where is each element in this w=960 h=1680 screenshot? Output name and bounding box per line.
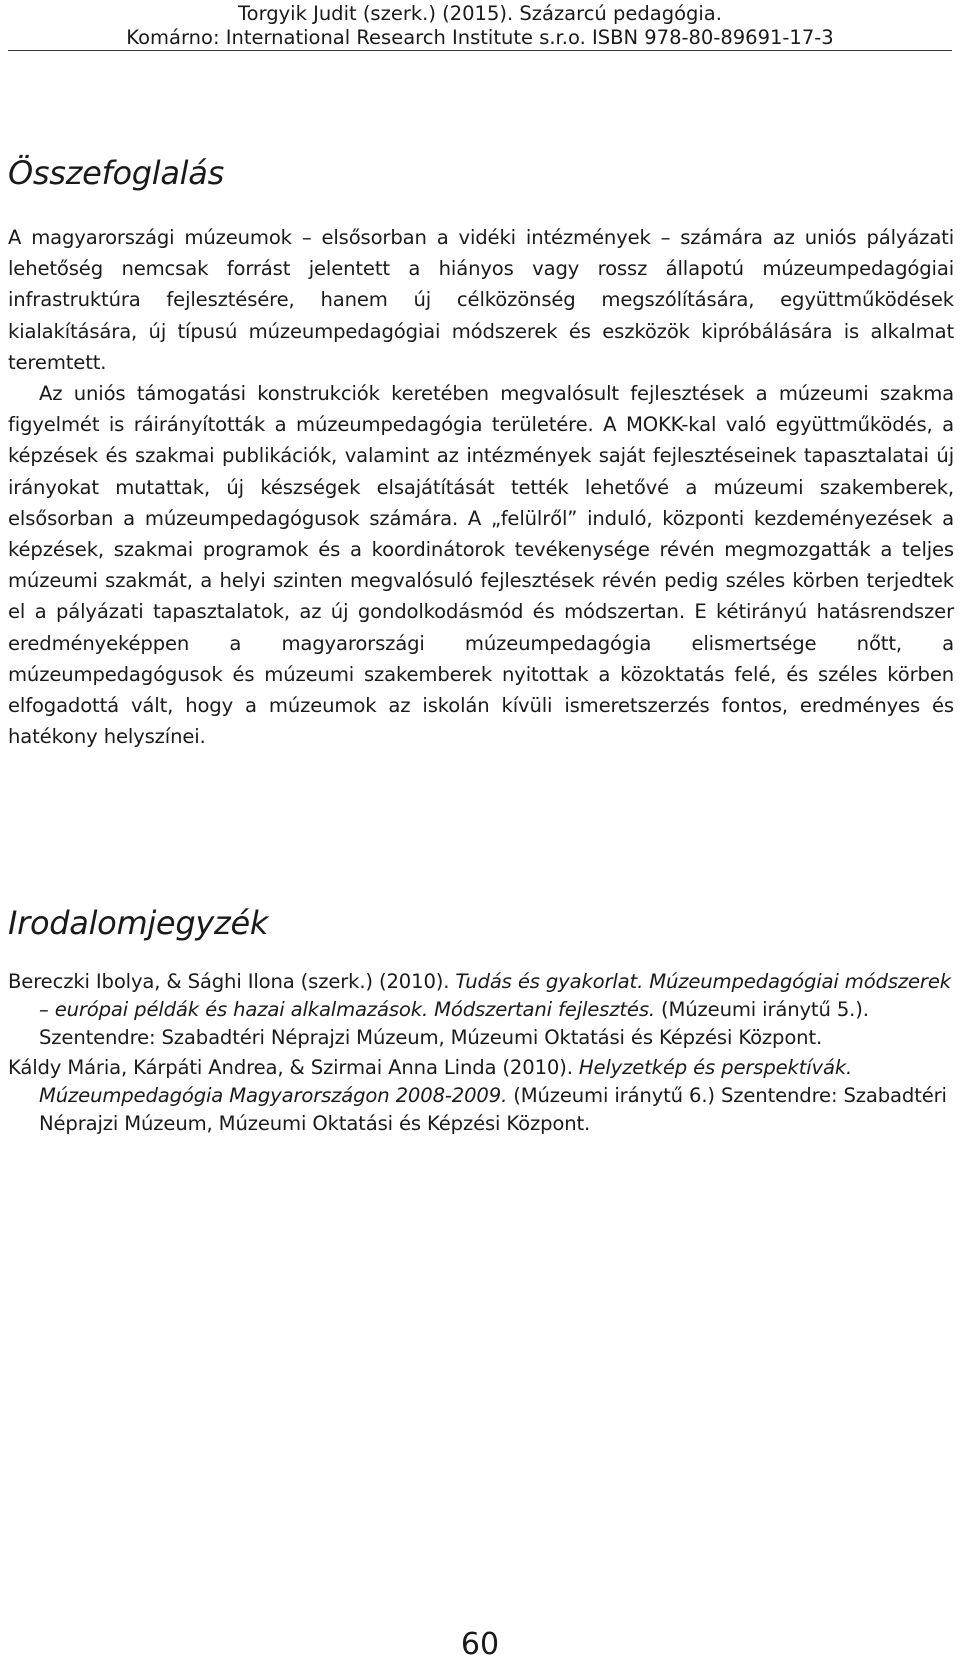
summary-paragraph-2: Az uniós támogatási konstrukciók keretében megvalósult fejlesztések a múzeumi szakma figyelmét is ráirányították a múzeumpedagógia területére. A MOKK-kal való együttműködés, a képzések és szakmai publikációk, valamint az intézmények saját fejlesztéseinek tapasztalatai új irányokat mutattak, új készségek elsajátítását tették lehetővé a múzeumi szakemberek, elsősorban a múzeumpedagógusok számára. A „felülről” induló, központi kezdeményezések a képzések, szakmai programok és a koordinátorok tevékenysége révén megmozgatták a teljes múzeumi szakmát, a helyi szinten megvalósuló fejlesztések révén pedig széles körben terjedtek el a pályázati tapasztalatok, az új gondolkodásmód és módszertan. E kétirányú hatásrendszer eredményeképpen a magyarországi múzeumpedagógia elismertsége nőtt, a múzeumpedagógusok és múzeumi szakemberek nyitottak a közoktatás felé, és széles körben elfogadottá vált, hogy a múzeumok az iskolán kívüli ismeretszerzés fontos, eredményes és hatékony helyszínei. <box>8 382 954 749</box>
page-number: 60 <box>460 1627 500 1662</box>
header-citation-line: Torgyik Judit (szerk.) (2015). Százarcú pedagógia. <box>238 2 722 25</box>
reference-list <box>8 968 954 1140</box>
header-publisher-line: Komárno: International Research Institute s.r.o. ISBN 978-80-89691-17-3 <box>126 26 834 49</box>
reference-title: Tudás és gyakorlat. Múzeumpedagógiai módszerek – európai példák és hazai alkalmazások. Módszertani fejlesztés. <box>39 970 951 1021</box>
summary-paragraph-1: A magyarországi múzeumok – elsősorban a vidéki intézmények – számára az uniós pályázati lehetőség nemcsak forrást jelentett a hiányos vagy rossz állapotú múzeumpedagógiai infrastruktúra fejlesztésére, hanem új célközönség megszólítására, együttműködések kialakítására, új típusú múzeumpedagógiai módszerek és eszközök kipróbálására is alkalmat teremtett. <box>8 226 954 374</box>
reference-authors: Káldy Mária, Kárpáti Andrea, & Szirmai Anna Linda (2010). <box>8 1056 579 1079</box>
reference-entry <box>8 968 954 1052</box>
header-divider <box>8 50 952 51</box>
summary-heading: Összefoglalás <box>8 154 224 192</box>
summary-body <box>8 222 954 752</box>
reference-entry <box>8 1054 954 1138</box>
reference-details: (Múzeumi iránytű 6.) Szentendre: Szabadtéri Néprajzi Múzeum, Múzeumi Oktatási és Képzési Központ. <box>39 1084 947 1135</box>
references-heading: Irodalomjegyzék <box>8 904 269 942</box>
reference-title: Helyzetkép és perspektívák. Múzeumpedagógia Magyarországon 2008-2009. <box>39 1056 853 1107</box>
running-header <box>0 2 960 50</box>
reference-authors: Bereczki Ibolya, & Sághi Ilona (szerk.) (2010). <box>8 970 456 993</box>
reference-details: (Múzeumi iránytű 5.). Szentendre: Szabadtéri Néprajzi Múzeum, Múzeumi Oktatási és Képzési Központ. <box>39 998 869 1049</box>
